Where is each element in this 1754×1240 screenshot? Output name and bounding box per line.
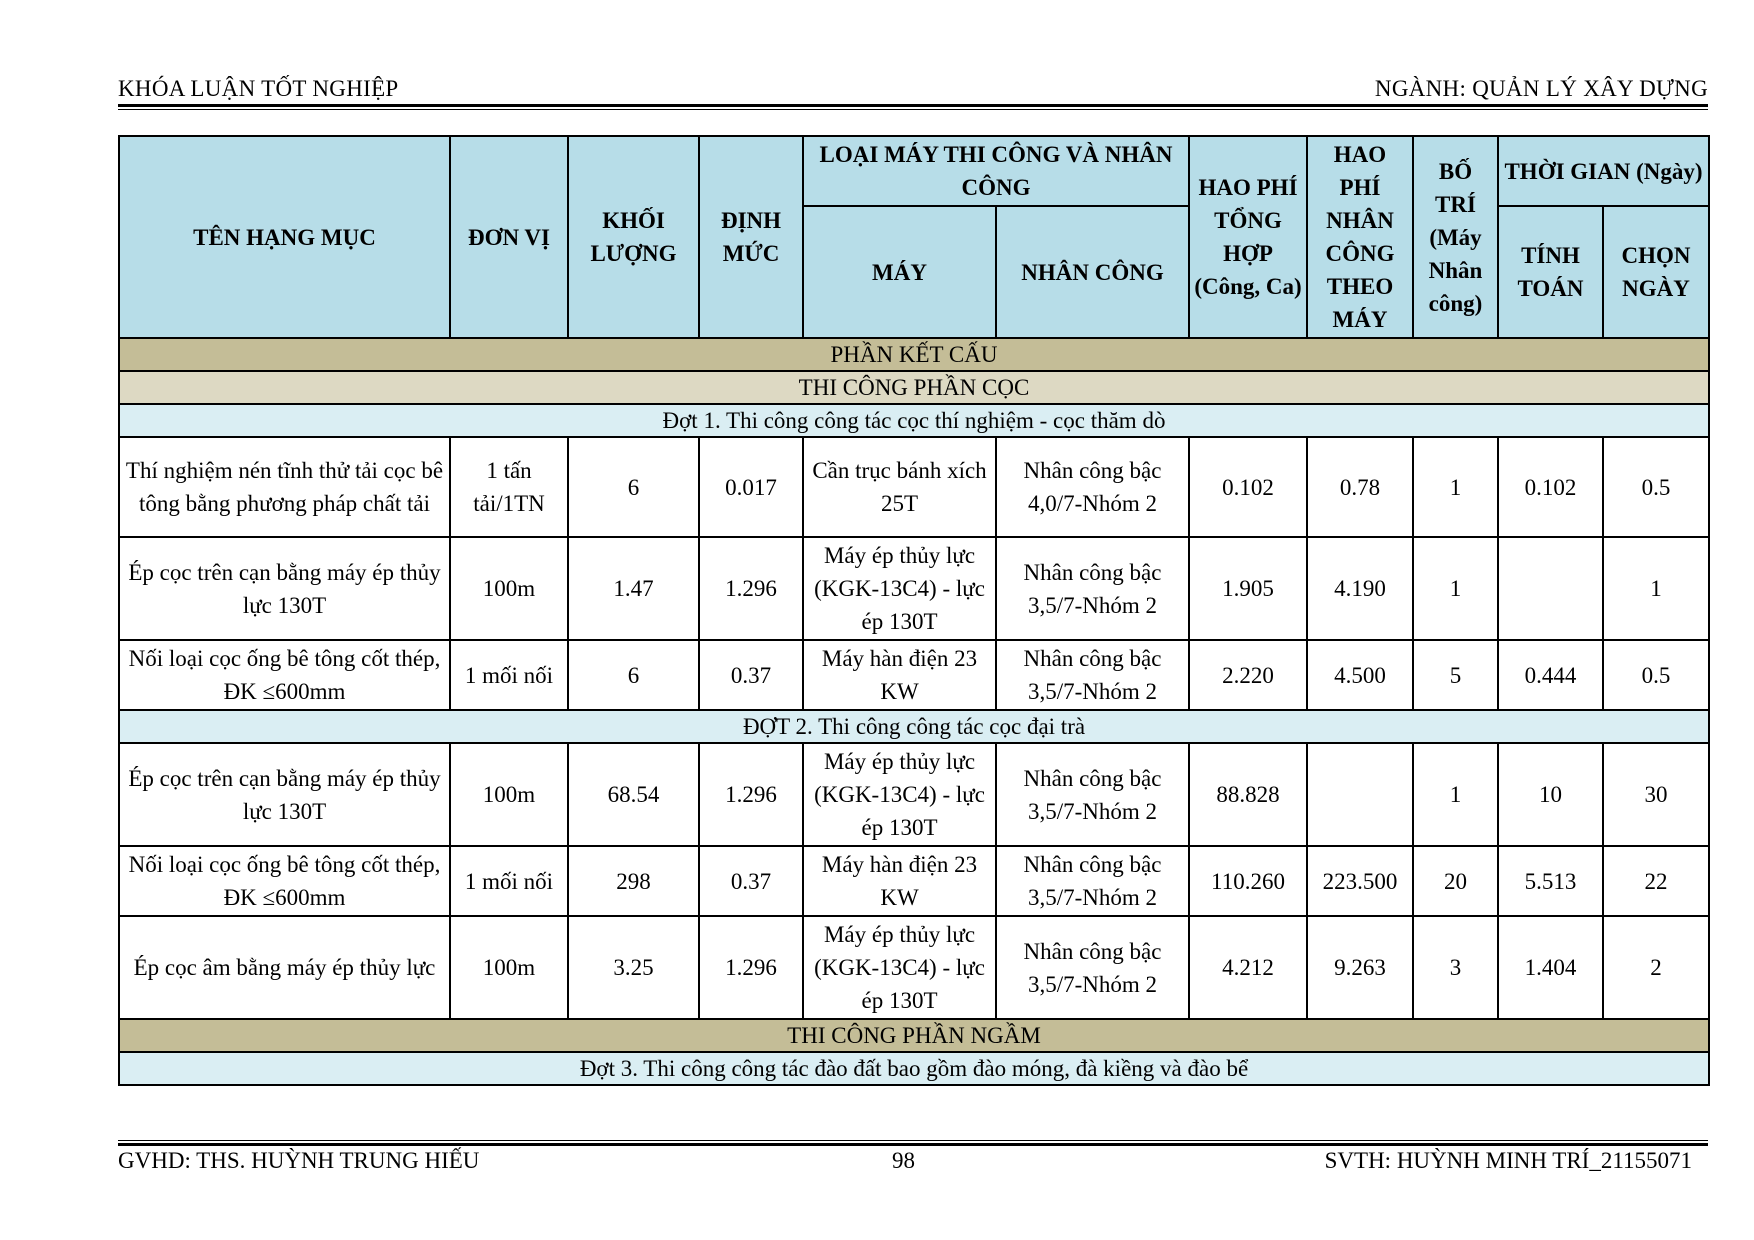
footer-rule-thick bbox=[118, 1143, 1708, 1146]
cell-unit: 1 mối nối bbox=[450, 640, 568, 710]
schedule-table bbox=[118, 135, 1710, 1086]
cell-unit: 100m bbox=[450, 743, 568, 846]
cell-hp-labor: 9.263 bbox=[1307, 916, 1413, 1019]
cell-machine: Máy ép thủy lực (KGK-13C4) - lực ép 130T bbox=[803, 743, 996, 846]
cell-hp-labor: 4.190 bbox=[1307, 537, 1413, 640]
cell-hp-total: 4.212 bbox=[1189, 916, 1307, 1019]
cell-machine: Máy hàn điện 23 KW bbox=[803, 846, 996, 916]
cell-chosen: 2 bbox=[1603, 916, 1709, 1019]
section-ket-cau-label: PHẦN KẾT CẤU bbox=[119, 338, 1709, 371]
cell-item: Thí nghiệm nén tĩnh thử tải cọc bê tông bằng phương pháp chất tải bbox=[119, 437, 450, 537]
cell-machine: Máy ép thủy lực (KGK-13C4) - lực ép 130T bbox=[803, 916, 996, 1019]
cell-calc bbox=[1498, 537, 1603, 640]
col-khoi-luong: KHỐI LƯỢNG bbox=[568, 136, 699, 338]
cell-qty: 3.25 bbox=[568, 916, 699, 1019]
cell-item: Ép cọc trên cạn bằng máy ép thủy lực 130T bbox=[119, 537, 450, 640]
section-ngam-label: THI CÔNG PHẦN NGẦM bbox=[119, 1019, 1709, 1052]
cell-qty: 1.47 bbox=[568, 537, 699, 640]
footer-rule-thin bbox=[118, 1140, 1708, 1141]
cell-arrange: 1 bbox=[1413, 437, 1498, 537]
cell-item: Ép cọc âm bằng máy ép thủy lực bbox=[119, 916, 450, 1019]
cell-hp-total: 110.260 bbox=[1189, 846, 1307, 916]
cell-hp-total: 0.102 bbox=[1189, 437, 1307, 537]
cell-norm: 1.296 bbox=[699, 537, 803, 640]
header-row-1 bbox=[119, 136, 1709, 206]
table-row bbox=[119, 916, 1709, 1019]
cell-calc: 1.404 bbox=[1498, 916, 1603, 1019]
cell-machine: Cần trục bánh xích 25T bbox=[803, 437, 996, 537]
cell-labor: Nhân công bậc 4,0/7-Nhóm 2 bbox=[996, 437, 1189, 537]
cell-hp-total: 1.905 bbox=[1189, 537, 1307, 640]
cell-machine: Máy ép thủy lực (KGK-13C4) - lực ép 130T bbox=[803, 537, 996, 640]
cell-norm: 1.296 bbox=[699, 743, 803, 846]
cell-calc: 0.102 bbox=[1498, 437, 1603, 537]
cell-unit: 1 mối nối bbox=[450, 846, 568, 916]
cell-hp-labor: 0.78 bbox=[1307, 437, 1413, 537]
section-row-ngam bbox=[119, 1019, 1709, 1052]
phase3-label: Đợt 3. Thi công công tác đào đất bao gồm đào móng, đà kiềng và đào bể bbox=[119, 1052, 1709, 1085]
table-row bbox=[119, 743, 1709, 846]
cell-chosen: 22 bbox=[1603, 846, 1709, 916]
cell-item: Nối loại cọc ống bê tông cốt thép, ĐK ≤600mm bbox=[119, 846, 450, 916]
header-left: KHÓA LUẬN TỐT NGHIỆP bbox=[118, 76, 399, 101]
cell-norm: 0.37 bbox=[699, 640, 803, 710]
cell-hp-labor: 4.500 bbox=[1307, 640, 1413, 710]
cell-machine: Máy hàn điện 23 KW bbox=[803, 640, 996, 710]
cell-norm: 0.37 bbox=[699, 846, 803, 916]
phase-row-3 bbox=[119, 1052, 1709, 1085]
col-loai-may: LOẠI MÁY THI CÔNG VÀ NHÂN CÔNG bbox=[803, 136, 1189, 206]
cell-arrange: 3 bbox=[1413, 916, 1498, 1019]
col-ten-hang-muc: TÊN HẠNG MỤC bbox=[119, 136, 450, 338]
cell-qty: 68.54 bbox=[568, 743, 699, 846]
cell-unit: 1 tấn tải/1TN bbox=[450, 437, 568, 537]
cell-unit: 100m bbox=[450, 537, 568, 640]
table-row bbox=[119, 846, 1709, 916]
col-chon-ngay: CHỌN NGÀY bbox=[1603, 206, 1709, 338]
cell-arrange: 20 bbox=[1413, 846, 1498, 916]
cell-chosen: 1 bbox=[1603, 537, 1709, 640]
cell-arrange: 5 bbox=[1413, 640, 1498, 710]
cell-hp-labor: 223.500 bbox=[1307, 846, 1413, 916]
col-thoi-gian: THỜI GIAN (Ngày) bbox=[1498, 136, 1709, 206]
page-number: 98 bbox=[892, 1148, 915, 1173]
cell-chosen: 0.5 bbox=[1603, 640, 1709, 710]
footer-advisor: GVHD: THS. HUỲNH TRUNG HIẾU bbox=[118, 1148, 480, 1173]
cell-calc: 5.513 bbox=[1498, 846, 1603, 916]
cell-norm: 0.017 bbox=[699, 437, 803, 537]
cell-labor: Nhân công bậc 3,5/7-Nhóm 2 bbox=[996, 916, 1189, 1019]
cell-hp-total: 88.828 bbox=[1189, 743, 1307, 846]
cell-chosen: 30 bbox=[1603, 743, 1709, 846]
table-row bbox=[119, 640, 1709, 710]
phase-row-1 bbox=[119, 404, 1709, 437]
footer-student: SVTH: HUỲNH MINH TRÍ_21155071 bbox=[1324, 1148, 1692, 1173]
col-bo-tri: BỐ TRÍ (Máy Nhân công) bbox=[1413, 136, 1498, 338]
section-row-coc bbox=[119, 371, 1709, 404]
col-hao-phi-tong-hop: HAO PHÍ TỔNG HỢP (Công, Ca) bbox=[1189, 136, 1307, 338]
table-row bbox=[119, 537, 1709, 640]
cell-chosen: 0.5 bbox=[1603, 437, 1709, 537]
cell-labor: Nhân công bậc 3,5/7-Nhóm 2 bbox=[996, 846, 1189, 916]
header-rule-thin bbox=[118, 109, 1708, 110]
col-tinh-toan: TÍNH TOÁN bbox=[1498, 206, 1603, 338]
cell-item: Nối loại cọc ống bê tông cốt thép, ĐK ≤600mm bbox=[119, 640, 450, 710]
cell-hp-total: 2.220 bbox=[1189, 640, 1307, 710]
cell-qty: 6 bbox=[568, 640, 699, 710]
cell-arrange: 1 bbox=[1413, 537, 1498, 640]
cell-hp-labor bbox=[1307, 743, 1413, 846]
cell-qty: 298 bbox=[568, 846, 699, 916]
section-coc-label: THI CÔNG PHẦN CỌC bbox=[119, 371, 1709, 404]
col-hao-phi-nhan-cong: HAO PHÍ NHÂN CÔNG THEO MÁY bbox=[1307, 136, 1413, 338]
cell-unit: 100m bbox=[450, 916, 568, 1019]
header-right: NGÀNH: QUẢN LÝ XÂY DỰNG bbox=[1374, 76, 1708, 101]
cell-labor: Nhân công bậc 3,5/7-Nhóm 2 bbox=[996, 640, 1189, 710]
cell-labor: Nhân công bậc 3,5/7-Nhóm 2 bbox=[996, 537, 1189, 640]
cell-arrange: 1 bbox=[1413, 743, 1498, 846]
cell-labor: Nhân công bậc 3,5/7-Nhóm 2 bbox=[996, 743, 1189, 846]
col-may: MÁY bbox=[803, 206, 996, 338]
col-don-vi: ĐƠN VỊ bbox=[450, 136, 568, 338]
cell-norm: 1.296 bbox=[699, 916, 803, 1019]
header-rule-thick bbox=[118, 104, 1708, 107]
cell-calc: 0.444 bbox=[1498, 640, 1603, 710]
cell-calc: 10 bbox=[1498, 743, 1603, 846]
phase1-label: Đợt 1. Thi công công tác cọc thí nghiệm - cọc thăm dò bbox=[119, 404, 1709, 437]
col-dinh-muc: ĐỊNH MỨC bbox=[699, 136, 803, 338]
cell-qty: 6 bbox=[568, 437, 699, 537]
cell-item: Ép cọc trên cạn bằng máy ép thủy lực 130T bbox=[119, 743, 450, 846]
col-nhan-cong: NHÂN CÔNG bbox=[996, 206, 1189, 338]
section-row-ket-cau bbox=[119, 338, 1709, 371]
table-row bbox=[119, 437, 1709, 537]
phase2-label: ĐỢT 2. Thi công công tác cọc đại trà bbox=[119, 710, 1709, 743]
phase-row-2 bbox=[119, 710, 1709, 743]
